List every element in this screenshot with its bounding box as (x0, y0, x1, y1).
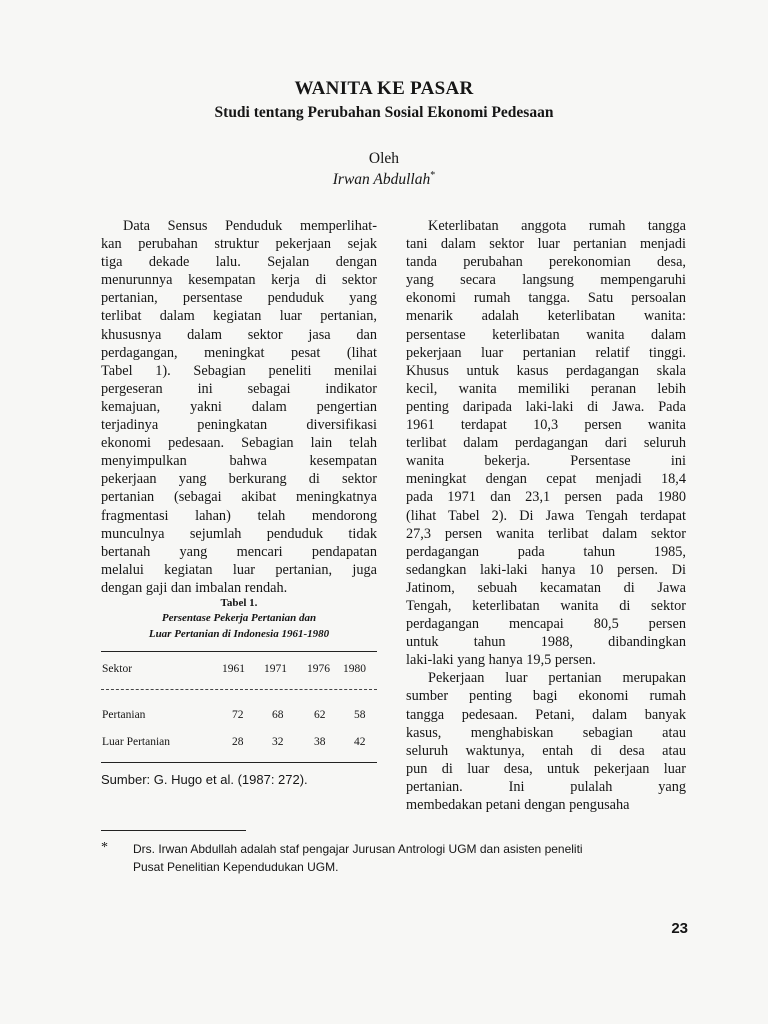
text-line: menarik adalah keterlibatan wanita: (406, 308, 686, 325)
text-line: 27,3 persen wanita terlibat dalam sektor (406, 525, 686, 542)
table-header-rule (101, 689, 377, 690)
text-line: terlibat dalam perdagangan dari seluruh (406, 435, 686, 452)
text-line: Keterlibatan anggota rumah tangga (428, 218, 686, 234)
text-line: sedangkan laki-laki hanya 10 persen. Di (406, 561, 686, 578)
text-line: tiga dekade lalu. Sejalan dengan (101, 254, 377, 271)
col-header-1971: 1971 (264, 663, 287, 675)
text-line: pertanian, persentase penduduk yang (101, 290, 377, 307)
text-line: melalui kegiatan luar pertanian, juga (101, 561, 377, 578)
author-name (0, 170, 768, 189)
table-row (101, 734, 377, 750)
table-title-line2: Luar Pertanian di Indonesia 1961-1980 (148, 628, 330, 640)
text-line: bertanah yang mencari pendapatan (101, 543, 377, 560)
footnote-text (133, 840, 699, 876)
table-cell: 32 (272, 736, 284, 748)
article-subtitle: Studi tentang Perubahan Sosial Ekonomi Pedesaan (214, 104, 554, 121)
text-line: fragmentasi lahan) telah mendorong (101, 507, 377, 524)
table-row (101, 707, 377, 723)
right-column-text (406, 217, 686, 814)
table-header-row (101, 661, 377, 677)
footnote-rule (101, 830, 246, 831)
text-line: untuk tahun 1988, dibandingkan (406, 634, 686, 651)
text-line: munculnya sejumlah penduduk tidak (101, 525, 377, 542)
text-line: terlibat dalam kegiatan luar pertanian, (101, 308, 377, 325)
text-line: tanda perubahan perekonomian desa, (406, 254, 686, 271)
text-line: ekonomi rumah tangga. Satu persoalan (406, 290, 686, 307)
text-line: 1961 terdapat 10,3 persen wanita (406, 417, 686, 434)
page-number: 23 (671, 920, 688, 937)
text-line: menurunnya kesempatan kerja di sektor (101, 272, 377, 289)
table-cell: 72 (232, 709, 244, 721)
table-cell: 62 (314, 709, 326, 721)
text-line: Data Sensus Penduduk memperlihat- (123, 218, 377, 234)
text-line: terjadinya peningkatan diversifikasi (101, 417, 377, 434)
left-column-text (101, 217, 377, 597)
table-cell: 68 (272, 709, 284, 721)
table-caption: Tabel 1. (220, 597, 258, 609)
table-bottom-rule (101, 762, 377, 763)
byline-label: Oleh (368, 150, 400, 167)
table-title-line1: Persentase Pekerja Pertanian dan (161, 612, 317, 624)
table-source: Sumber: G. Hugo et al. (1987: 272). (101, 772, 308, 787)
text-line: penting daripada laki-laki di Jawa. Pada (406, 398, 686, 415)
text-line: pada 1971 dan 23,1 persen pada 1980 (406, 489, 686, 506)
table-cell: 38 (314, 736, 326, 748)
text-line: pun di luar desa, untuk pekerjaan luar (406, 760, 686, 777)
text-line: tani dalam sektor luar pertanian menjadi (406, 236, 686, 253)
text-line: pekerjaan yang berkurang di sektor (101, 471, 377, 488)
text-line: Tabel 1). Sebagian peneliti menilai (101, 362, 377, 379)
text-line: pergeseran ini sebagai indikator (101, 380, 377, 397)
table-cell: 28 (232, 736, 244, 748)
article-title: WANITA KE PASAR (294, 78, 474, 99)
text-line: membedakan petani dengan pengusaha (406, 797, 630, 813)
text-line: kan perubahan struktur pekerjaan sejak (101, 236, 377, 253)
text-line: yang secara langsung mempengaruhi (406, 272, 686, 289)
text-line: ekonomi pedesaan. Sebagian lain telah (101, 435, 377, 452)
text-line: kecil, wanita memiliki peranan lebih (406, 380, 686, 397)
text-line: pekerjaan luar pertanian relatif tinggi. (406, 344, 686, 361)
footnote-line: Pusat Penelitian Kependudukan UGM. (133, 860, 339, 874)
text-line: kasus, menghabiskan sebagian atau (406, 724, 686, 741)
text-line: (lihat Tabel 2). Di Jawa Tengah terdapat (406, 507, 686, 524)
text-line: pertanian (sebagai akibat meningkatnya (101, 489, 377, 506)
col-header-1976: 1976 (307, 663, 330, 675)
text-line: Tengah, keterlibatan wanita di sektor (406, 597, 686, 614)
text-line: wanita bekerja. Persentase ini (406, 453, 686, 470)
row-label: Pertanian (102, 709, 146, 721)
col-header-1961: 1961 (222, 663, 245, 675)
col-header-1980: 1980 (343, 663, 366, 675)
text-line: pertanian. Ini pulalah yang (406, 778, 686, 795)
text-line: perdagangan mencapai 80,5 persen (406, 616, 686, 633)
author-name-text: Irwan Abdullah (332, 171, 431, 189)
col-header-sektor: Sektor (102, 663, 133, 675)
author-footnote-mark: * (430, 170, 436, 181)
text-line: dengan gaji dan imbalan rendah. (101, 579, 288, 596)
text-line: khususnya dalam sektor jasa dan (101, 326, 377, 343)
text-line: perdagangan pada tahun 1985, (406, 543, 686, 560)
row-label: Luar Pertanian (102, 736, 171, 748)
text-line: perdagangan, meningkat pesat (lihat (101, 344, 377, 361)
footnote-mark: * (101, 840, 108, 855)
text-line: menyimpulkan bahwa kesempatan (101, 453, 377, 470)
text-line: tangga pedesaan. Petani, dalam banyak (406, 706, 686, 723)
text-line: meningkat dengan cepat menjadi 18,4 (406, 471, 686, 488)
text-line: seluruh waktunya, entah di desa atau (406, 742, 686, 759)
text-line: Pekerjaan luar pertanian merupakan (428, 670, 686, 687)
table-cell: 58 (354, 709, 366, 721)
text-line: Jatinom, sebuah kecamatan di Jawa (406, 579, 686, 596)
table-top-rule (101, 651, 377, 652)
text-line: Khusus untuk kasus perdagangan skala (406, 362, 686, 379)
table-cell: 42 (354, 736, 366, 748)
text-line: sumber penting bagi ekonomi rumah (406, 688, 686, 705)
text-line: persentase keterlibatan wanita dalam (406, 326, 686, 343)
footnote-line: Drs. Irwan Abdullah adalah staf pengajar Jurusan Antrologi UGM dan asisten peneliti (133, 842, 583, 856)
text-line: laki-laki yang hanya 19,5 persen. (406, 652, 596, 669)
text-line: kemajuan, yakni dalam pengertian (101, 398, 377, 415)
